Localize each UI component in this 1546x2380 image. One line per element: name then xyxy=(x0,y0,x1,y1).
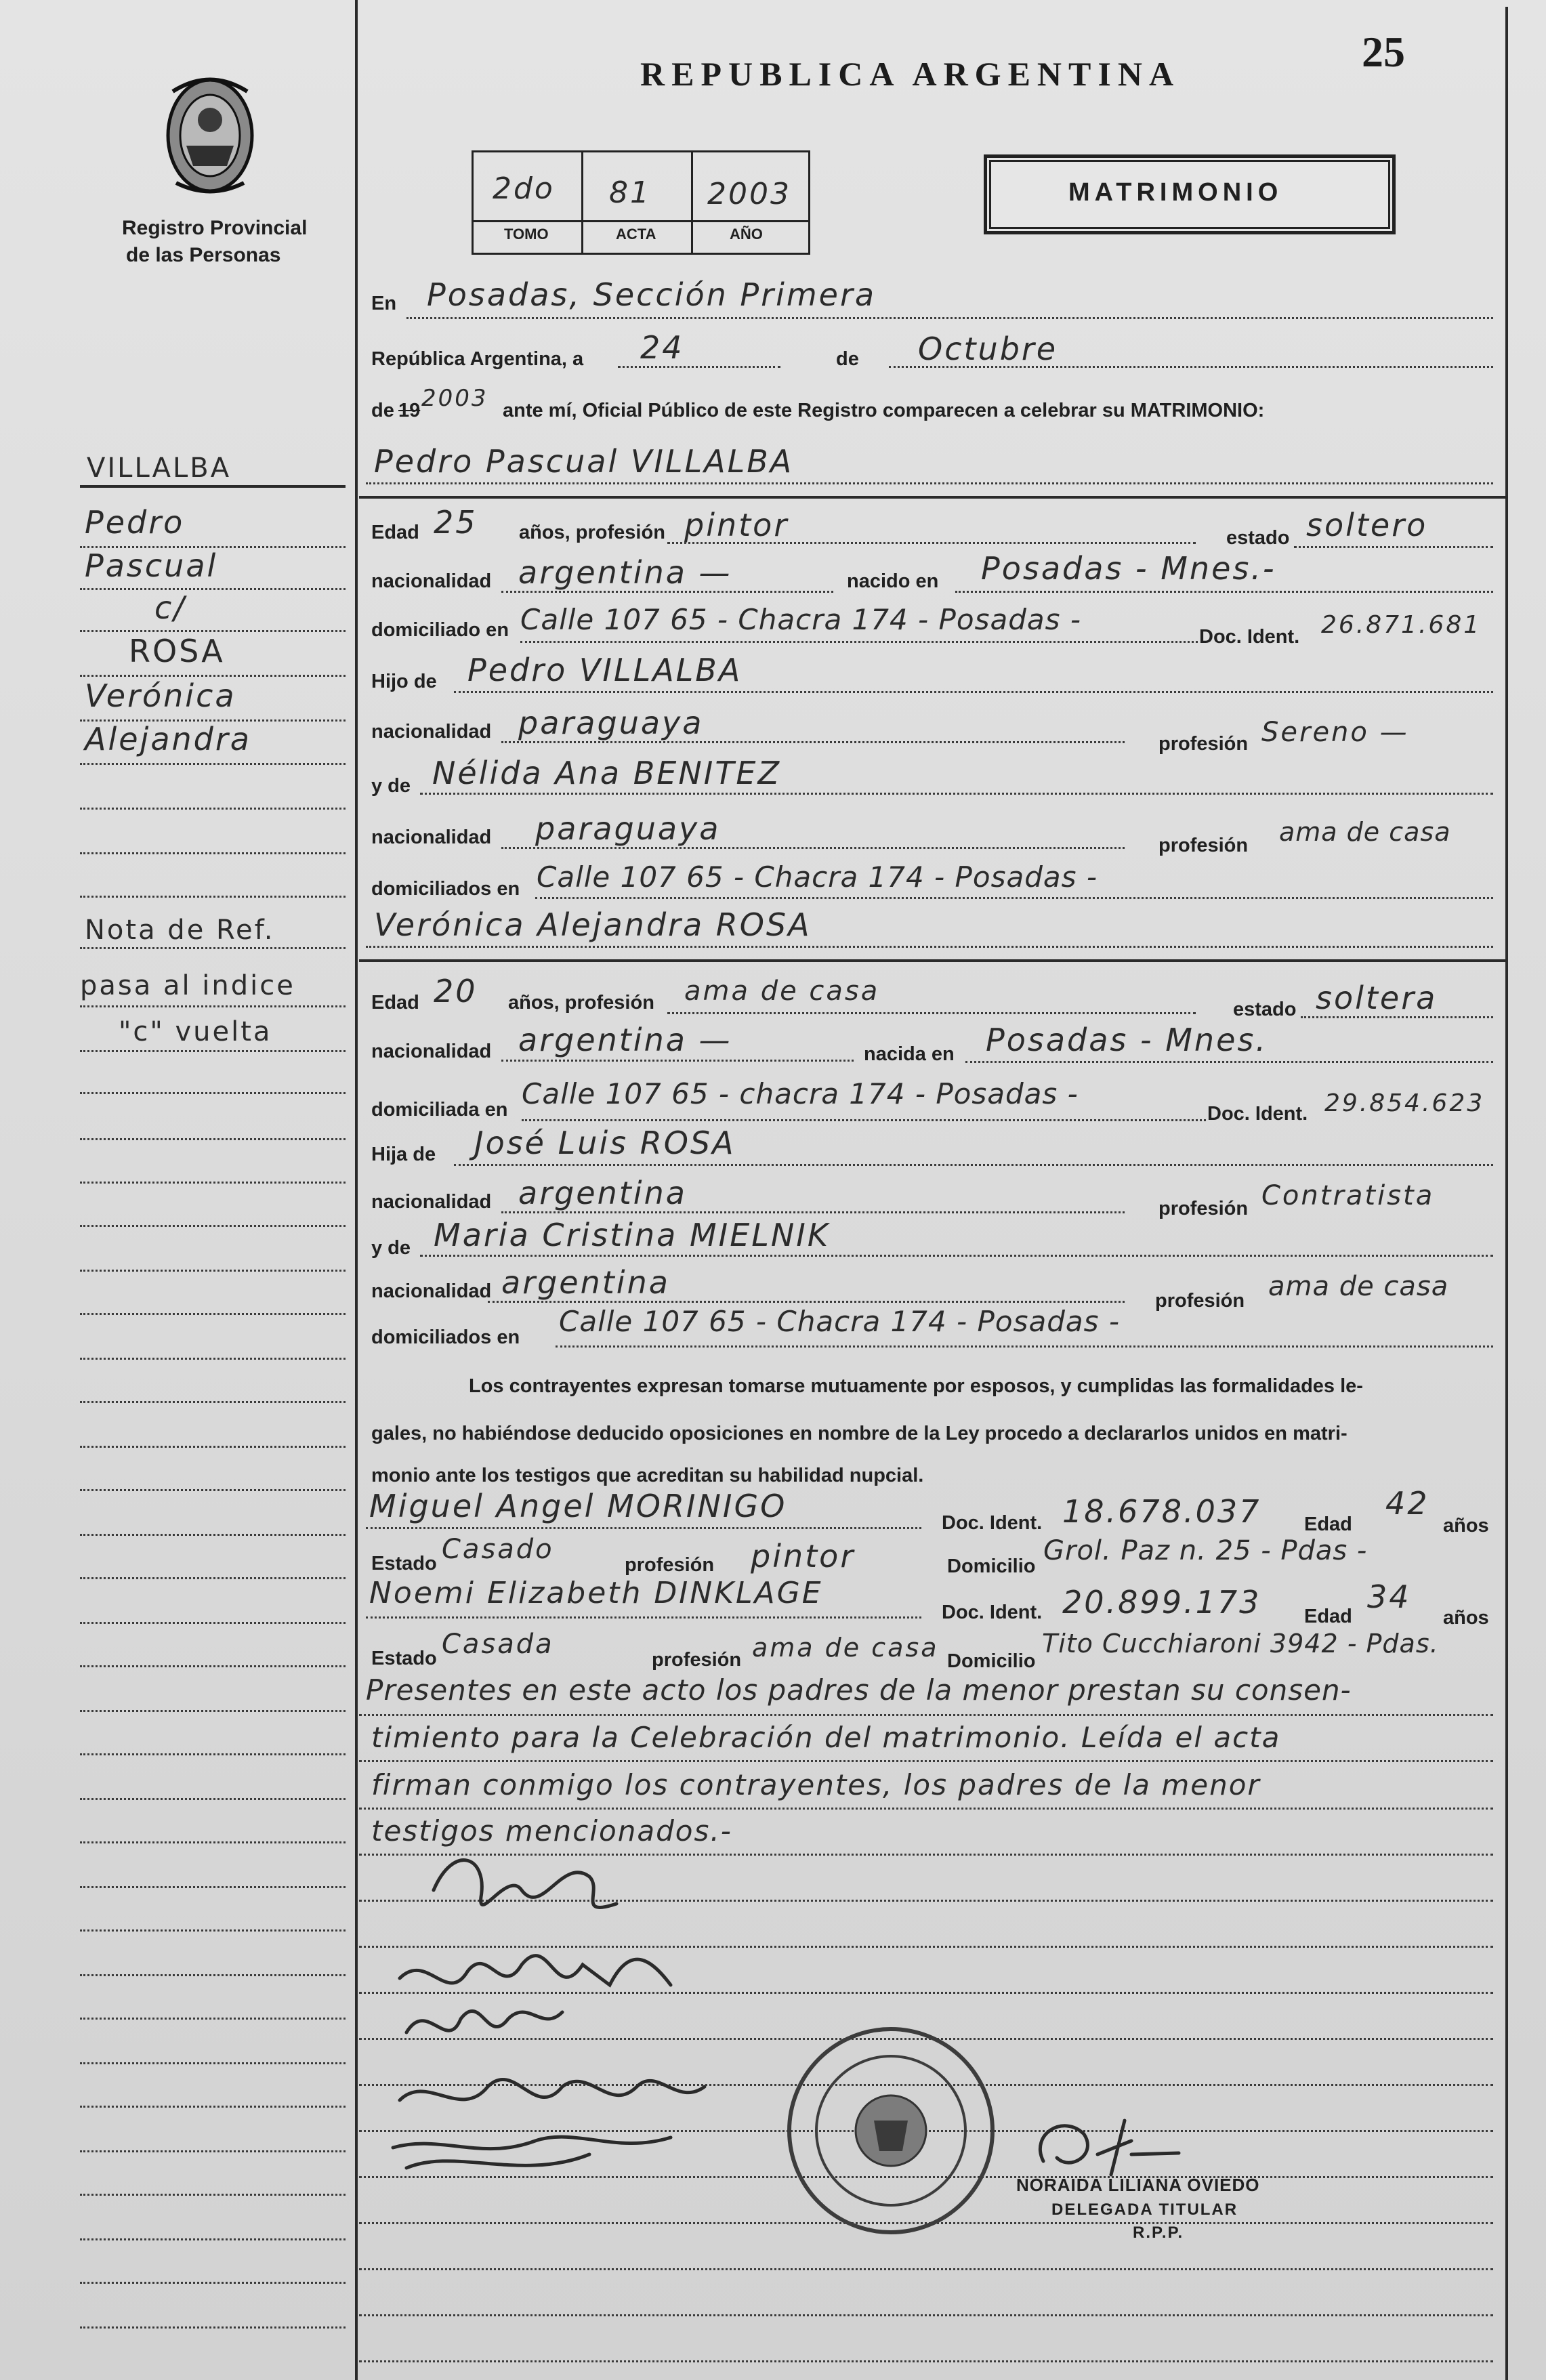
bride-father-profession: Contratista xyxy=(1261,1180,1435,1211)
bride-label-doc: Doc. Ident. xyxy=(1207,1103,1308,1125)
groom-mother-profession: ama de casa xyxy=(1279,817,1451,847)
groom-doc: 26.871.681 xyxy=(1321,611,1482,639)
groom-label-estado: estado xyxy=(1226,527,1290,549)
groom-label-doc: Doc. Ident. xyxy=(1199,626,1300,648)
groom-label-nac-mother: nacionalidad xyxy=(371,827,492,848)
witness2-label-anos: años xyxy=(1443,1607,1489,1629)
sidebar-surname: VILLALBA xyxy=(87,453,232,484)
bride-father-nationality: argentina xyxy=(518,1175,687,1211)
ano-value: 2003 xyxy=(707,177,791,211)
closing-line-2: timiento para la Celebración del matrimonio. Leída el acta xyxy=(371,1721,1281,1754)
closing-line-4: testigos mencionados.- xyxy=(371,1814,732,1847)
bride-profession: ama de casa xyxy=(684,976,880,1007)
witness1-profession: pintor xyxy=(751,1538,856,1574)
page-number: 25 xyxy=(1362,28,1405,76)
witness1-label-edad: Edad xyxy=(1304,1513,1352,1535)
witness2-domicile: Tito Cucchiaroni 3942 - Pdas. xyxy=(1042,1629,1439,1658)
sidebar-note-1: Nota de Ref. xyxy=(85,915,275,946)
groom-label-hijo: Hijo de xyxy=(371,671,437,692)
label-de-month: de xyxy=(836,348,859,370)
bride-label-yde: y de xyxy=(371,1237,411,1259)
witness2-name: Noemi Elizabeth DINKLAGE xyxy=(369,1576,823,1610)
groom-estado: soltero xyxy=(1306,507,1428,543)
witness1-label-anos: años xyxy=(1443,1515,1489,1537)
sidebar-note-3: "c" vuelta xyxy=(119,1016,272,1047)
witness2-label-estado: Estado xyxy=(371,1648,437,1669)
tomo-value: 2do xyxy=(493,171,555,206)
label-de-year: de xyxy=(371,400,394,421)
witness1-domicile: Grol. Paz n. 25 - Pdas - xyxy=(1043,1535,1368,1566)
witness1-label-domicilio: Domicilio xyxy=(947,1556,1036,1577)
registry-name-line1: Registro Provincial xyxy=(122,217,308,239)
closing-line-1: Presentes en este acto los padres de la menor prestan su consen- xyxy=(366,1673,1352,1707)
bride-doc: 29.854.623 xyxy=(1324,1089,1485,1117)
witness2-estado: Casada xyxy=(442,1629,554,1660)
witness1-doc: 18.678.037 xyxy=(1062,1493,1261,1530)
groom-father-profession: Sereno — xyxy=(1261,717,1409,748)
bride-mother-nationality: argentina xyxy=(501,1264,670,1301)
bride-domicile: Calle 107 65 - chacra 174 - Posadas - xyxy=(522,1077,1079,1110)
left-margin-rule xyxy=(355,0,358,2380)
officer-office: R.P.P. xyxy=(1133,2224,1184,2242)
groom-father-nationality: paraguaya xyxy=(518,705,704,741)
groom-label-domicilio: domiciliado en xyxy=(371,619,509,641)
witness1-age: 42 xyxy=(1385,1485,1429,1522)
groom-label-yde: y de xyxy=(371,775,411,797)
witness1-label-doc: Doc. Ident. xyxy=(942,1512,1043,1534)
groom-parents-domicile: Calle 107 65 - Chacra 174 - Posadas - xyxy=(537,860,1098,894)
bride-estado: soltera xyxy=(1316,980,1438,1016)
witness2-age: 34 xyxy=(1367,1579,1411,1615)
year-value: 2003 xyxy=(421,385,488,412)
witness2-label-domicilio: Domicilio xyxy=(947,1650,1036,1672)
bride-label-estado: estado xyxy=(1233,999,1297,1020)
officer-title: DELEGADA TITULAR xyxy=(1051,2200,1238,2219)
witness2-profession: ama de casa xyxy=(752,1633,939,1663)
closing-line-3: firman conmigo los contrayentes, los padres de la menor xyxy=(371,1768,1261,1801)
groom-label-prof-mother: profesión xyxy=(1158,835,1249,856)
official-round-stamp xyxy=(779,2019,1003,2242)
witness1-name: Miguel Angel MORINIGO xyxy=(369,1488,787,1524)
country-title: REPUBLICA ARGENTINA xyxy=(640,55,1181,93)
place-value: Posadas, Sección Primera xyxy=(427,276,877,313)
bride-label-nacionalidad: nacionalidad xyxy=(371,1041,492,1062)
record-type-box xyxy=(984,154,1396,234)
declaration-line-3: monio ante los testigos que acreditan su habilidad nupcial. xyxy=(371,1465,924,1486)
sidebar-name-2: Pascual xyxy=(85,547,218,584)
groom-nationality: argentina — xyxy=(518,554,732,591)
bride-label-edad: Edad xyxy=(371,992,419,1014)
day-value: 24 xyxy=(640,329,684,366)
sidebar-name-3: c/ xyxy=(154,589,186,626)
bride-father: José Luis ROSA xyxy=(474,1125,736,1161)
bride-label-nac-father: nacionalidad xyxy=(371,1191,492,1213)
witness1-label-prof: profesión xyxy=(625,1554,715,1576)
groom-label-prof-father: profesión xyxy=(1158,733,1249,755)
bride-label-domicilio: domiciliada en xyxy=(371,1099,508,1121)
groom-domicile: Calle 107 65 - Chacra 174 - Posadas - xyxy=(520,603,1081,636)
bride-mother-profession: ama de casa xyxy=(1268,1271,1449,1302)
provincial-crest-icon xyxy=(159,64,261,200)
groom-label-nacionalidad: nacionalidad xyxy=(371,570,492,592)
acta-value: 81 xyxy=(609,175,651,210)
bride-label-nac-mother: nacionalidad xyxy=(371,1280,492,1302)
bride-parents-domicile: Calle 107 65 - Chacra 174 - Posadas - xyxy=(559,1305,1120,1338)
groom-mother: Nélida Ana BENITEZ xyxy=(432,755,781,791)
groom-label-nac-father: nacionalidad xyxy=(371,721,492,743)
groom-label-nacido: nacido en xyxy=(847,570,939,592)
groom-mother-nationality: paraguaya xyxy=(535,810,721,847)
label-en: En xyxy=(371,293,397,314)
declaration-line-1: Los contrayentes expresan tomarse mutuamente por esposos, y cumplidas las formalidades le- xyxy=(469,1375,1363,1397)
bride-birthplace: Posadas - Mnes. xyxy=(986,1022,1268,1058)
declaration-line-2: gales, no habiéndose deducido oposiciones en nombre de la Ley procedo a declararlos unidos en matri- xyxy=(371,1423,1347,1444)
sidebar-name-6: Alejandra xyxy=(85,721,251,757)
bride-label-domiciliados: domiciliados en xyxy=(371,1327,520,1348)
groom-label-domiciliados: domiciliados en xyxy=(371,878,520,900)
right-margin-rule xyxy=(1505,7,1508,2380)
bride-age: 20 xyxy=(434,973,478,1009)
bride-name: Verónica Alejandra ROSA xyxy=(374,906,812,943)
registry-name-line2: de las Personas xyxy=(126,244,281,266)
groom-profession: pintor xyxy=(684,507,789,543)
officer-signature xyxy=(1023,2107,1192,2181)
witness2-doc: 20.899.173 xyxy=(1062,1584,1261,1621)
sidebar-name-1: Pedro xyxy=(85,504,185,541)
witness1-estado: Casado xyxy=(442,1534,554,1565)
month-value: Octubre xyxy=(918,331,1058,367)
ano-label: AÑO xyxy=(730,226,763,243)
bride-mother: Maria Cristina MIELNIK xyxy=(434,1217,831,1253)
struck-year-prefix: 19 xyxy=(398,400,421,421)
bride-label-prof-mother: profesión xyxy=(1155,1290,1245,1312)
bride-label-nacida: nacida en xyxy=(864,1043,955,1065)
groom-birthplace: Posadas - Mnes.- xyxy=(981,550,1276,587)
sidebar-note-2: pasa al indice xyxy=(80,970,295,1001)
bride-label-prof-father: profesión xyxy=(1158,1198,1249,1219)
tomo-label: TOMO xyxy=(504,226,549,243)
witness1-label-estado: Estado xyxy=(371,1553,437,1574)
witness2-label-edad: Edad xyxy=(1304,1606,1352,1627)
groom-label-anos: años, profesión xyxy=(519,522,665,543)
groom-name: Pedro Pascual VILLALBA xyxy=(374,443,794,480)
groom-father: Pedro VILLALBA xyxy=(467,652,743,688)
record-type-title: MATRIMONIO xyxy=(1068,178,1283,207)
label-ante: ante mí, Oficial Público de este Registro comparecen a celebrar su MATRIMONIO: xyxy=(503,400,1265,421)
bride-nationality: argentina — xyxy=(518,1022,732,1058)
record-index-table xyxy=(472,150,810,255)
witness2-label-prof: profesión xyxy=(652,1649,742,1671)
sidebar-name-5: Verónica xyxy=(85,677,236,714)
bride-label-hija: Hija de xyxy=(371,1144,436,1165)
witness2-label-doc: Doc. Ident. xyxy=(942,1602,1043,1623)
groom-age: 25 xyxy=(434,504,478,541)
bride-label-anos: años, profesión xyxy=(508,992,654,1014)
sidebar-name-4: ROSA xyxy=(129,633,225,669)
officer-name: NORAIDA LILIANA OVIEDO xyxy=(1016,2175,1260,2195)
groom-label-edad: Edad xyxy=(371,522,419,543)
label-republica: República Argentina, a xyxy=(371,348,584,370)
acta-label: ACTA xyxy=(616,226,656,243)
